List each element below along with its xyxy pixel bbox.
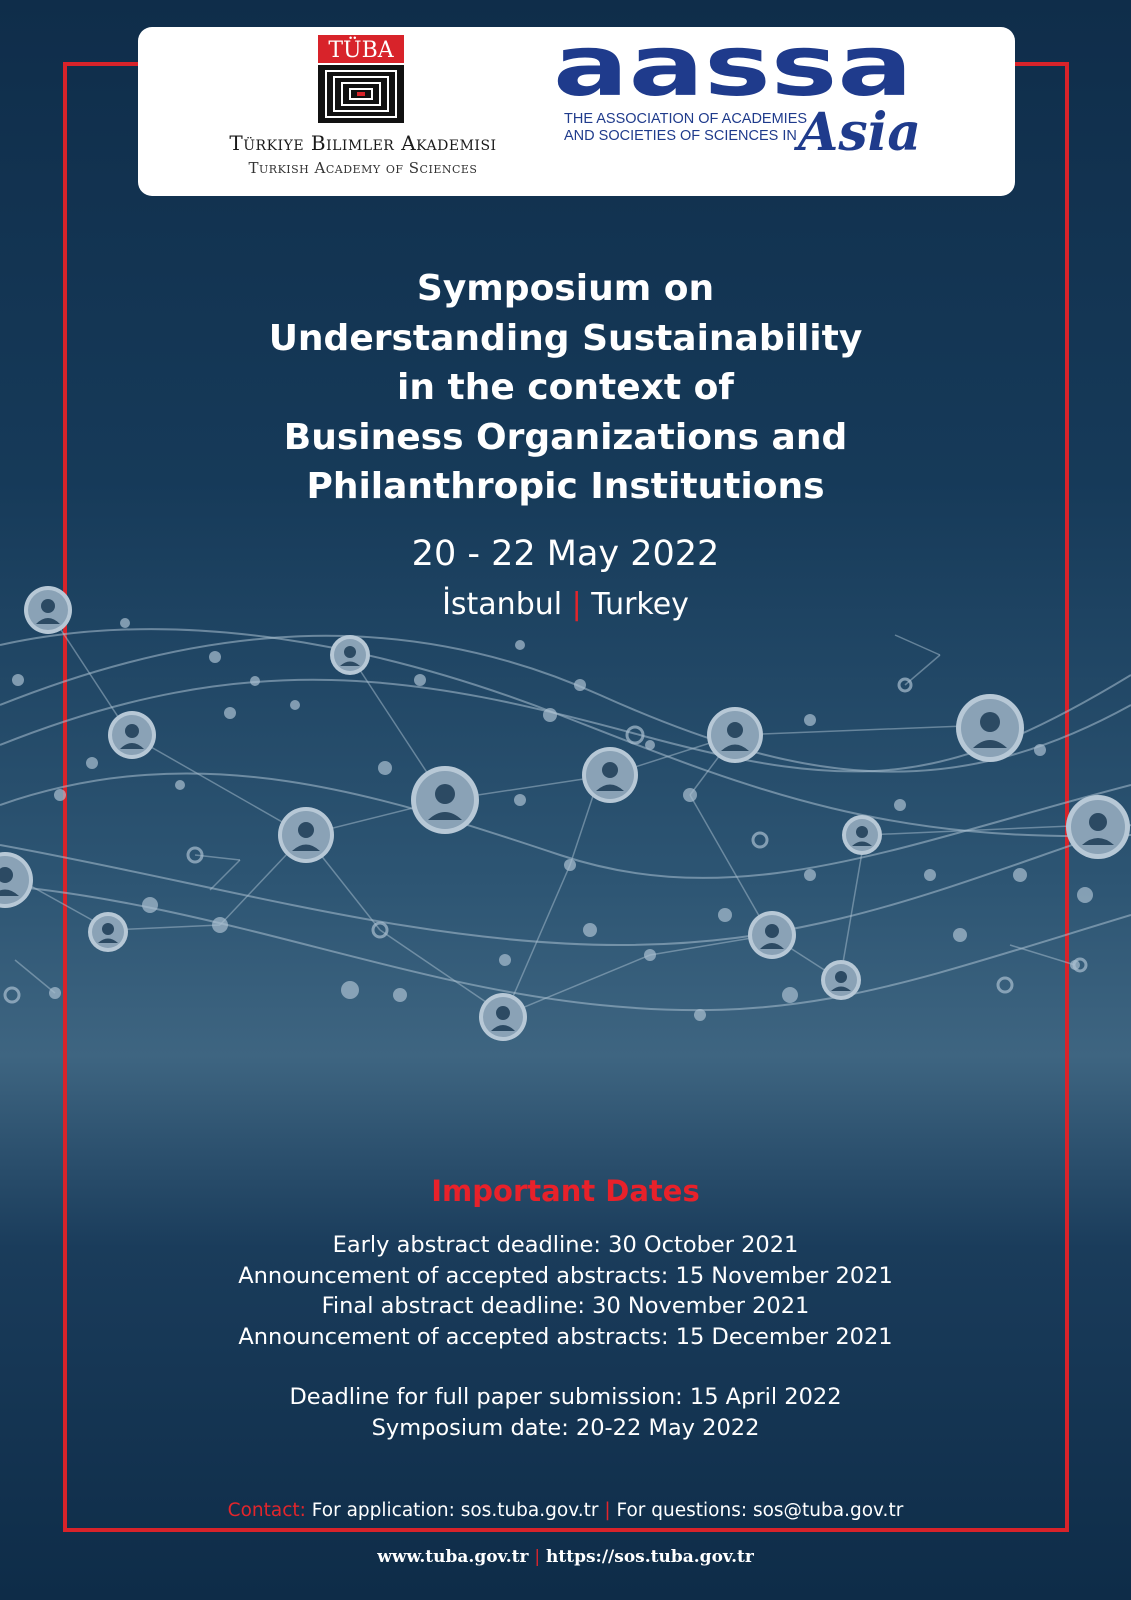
contact-separator: | xyxy=(604,1500,611,1521)
tuba-name-turkish: Türkiye Bilimler Akademisi xyxy=(229,131,497,155)
location-separator: | xyxy=(571,587,582,622)
important-dates-list xyxy=(0,1230,1131,1443)
aassa-asia-text: Asia xyxy=(798,102,922,163)
event-location xyxy=(0,587,1131,623)
event-city: İstanbul xyxy=(442,587,563,622)
important-dates-heading: Important Dates xyxy=(431,1174,700,1208)
person-avatar-icon xyxy=(330,635,370,675)
footer-separator: | xyxy=(534,1547,541,1567)
title-line: Business Organizations and xyxy=(283,416,848,458)
application-link[interactable]: For application: sos.tuba.gov.tr xyxy=(311,1500,599,1521)
title-line: in the context of xyxy=(397,367,734,408)
person-avatar-icon xyxy=(411,766,479,834)
footer-site-tuba[interactable]: www.tuba.gov.tr xyxy=(377,1547,529,1567)
person-avatar-icon xyxy=(748,911,796,959)
date-item: Early abstract deadline: 30 October 2021 xyxy=(332,1232,799,1258)
event-date: 20 - 22 May 2022 xyxy=(411,534,720,574)
person-avatar-icon xyxy=(0,852,33,908)
person-avatar-icon xyxy=(278,807,334,863)
footer-site-sos[interactable]: https://sos.tuba.gov.tr xyxy=(546,1547,754,1567)
person-avatar-icon xyxy=(1066,795,1130,859)
aassa-description xyxy=(564,111,807,145)
title-line: Philanthropic Institutions xyxy=(306,466,825,507)
tuba-logo-icon xyxy=(316,35,406,123)
aassa-wordmark xyxy=(548,35,918,105)
tuba-mark-text: TÜBA xyxy=(328,38,394,63)
date-item: Symposium date: 20-22 May 2022 xyxy=(371,1414,760,1441)
network-illustration xyxy=(0,585,1131,1065)
symposium-title xyxy=(0,264,1131,512)
questions-email-link[interactable]: For questions: sos@tuba.gov.tr xyxy=(616,1500,904,1521)
aassa-desc-line1: THE ASSOCIATION OF ACADEMIES xyxy=(564,111,808,127)
contact-line xyxy=(0,1500,1131,1521)
person-avatar-icon xyxy=(88,912,128,952)
event-country: Turkey xyxy=(591,587,689,622)
date-item: Final abstract deadline: 30 November 2021 xyxy=(321,1293,810,1319)
person-avatar-icon xyxy=(479,993,527,1041)
person-avatar-icon xyxy=(956,694,1024,762)
person-avatar-icon xyxy=(821,960,861,1000)
list-spacer xyxy=(0,1352,1131,1382)
date-item: Deadline for full paper submission: 15 April 2022 xyxy=(289,1384,842,1410)
title-line: Symposium on xyxy=(416,268,715,309)
person-avatar-icon xyxy=(707,707,763,763)
footer-links xyxy=(0,1547,1131,1567)
date-item: Announcement of accepted abstracts: 15 December 2021 xyxy=(238,1323,893,1350)
aassa-desc-line2: AND SOCIETIES OF SCIENCES IN xyxy=(564,128,797,144)
aassa-wordmark-text: aassa xyxy=(553,35,913,105)
person-avatar-icon xyxy=(582,747,638,803)
date-item: Announcement of accepted abstracts: 15 November 2021 xyxy=(238,1262,893,1289)
contact-label: Contact: xyxy=(227,1500,306,1521)
person-avatar-icon xyxy=(842,815,882,855)
person-avatar-icon xyxy=(108,711,156,759)
tuba-name-english: Turkish Academy of Sciences xyxy=(248,159,478,177)
title-line: Understanding Sustainability xyxy=(268,317,863,359)
logo-banner xyxy=(138,27,1015,196)
